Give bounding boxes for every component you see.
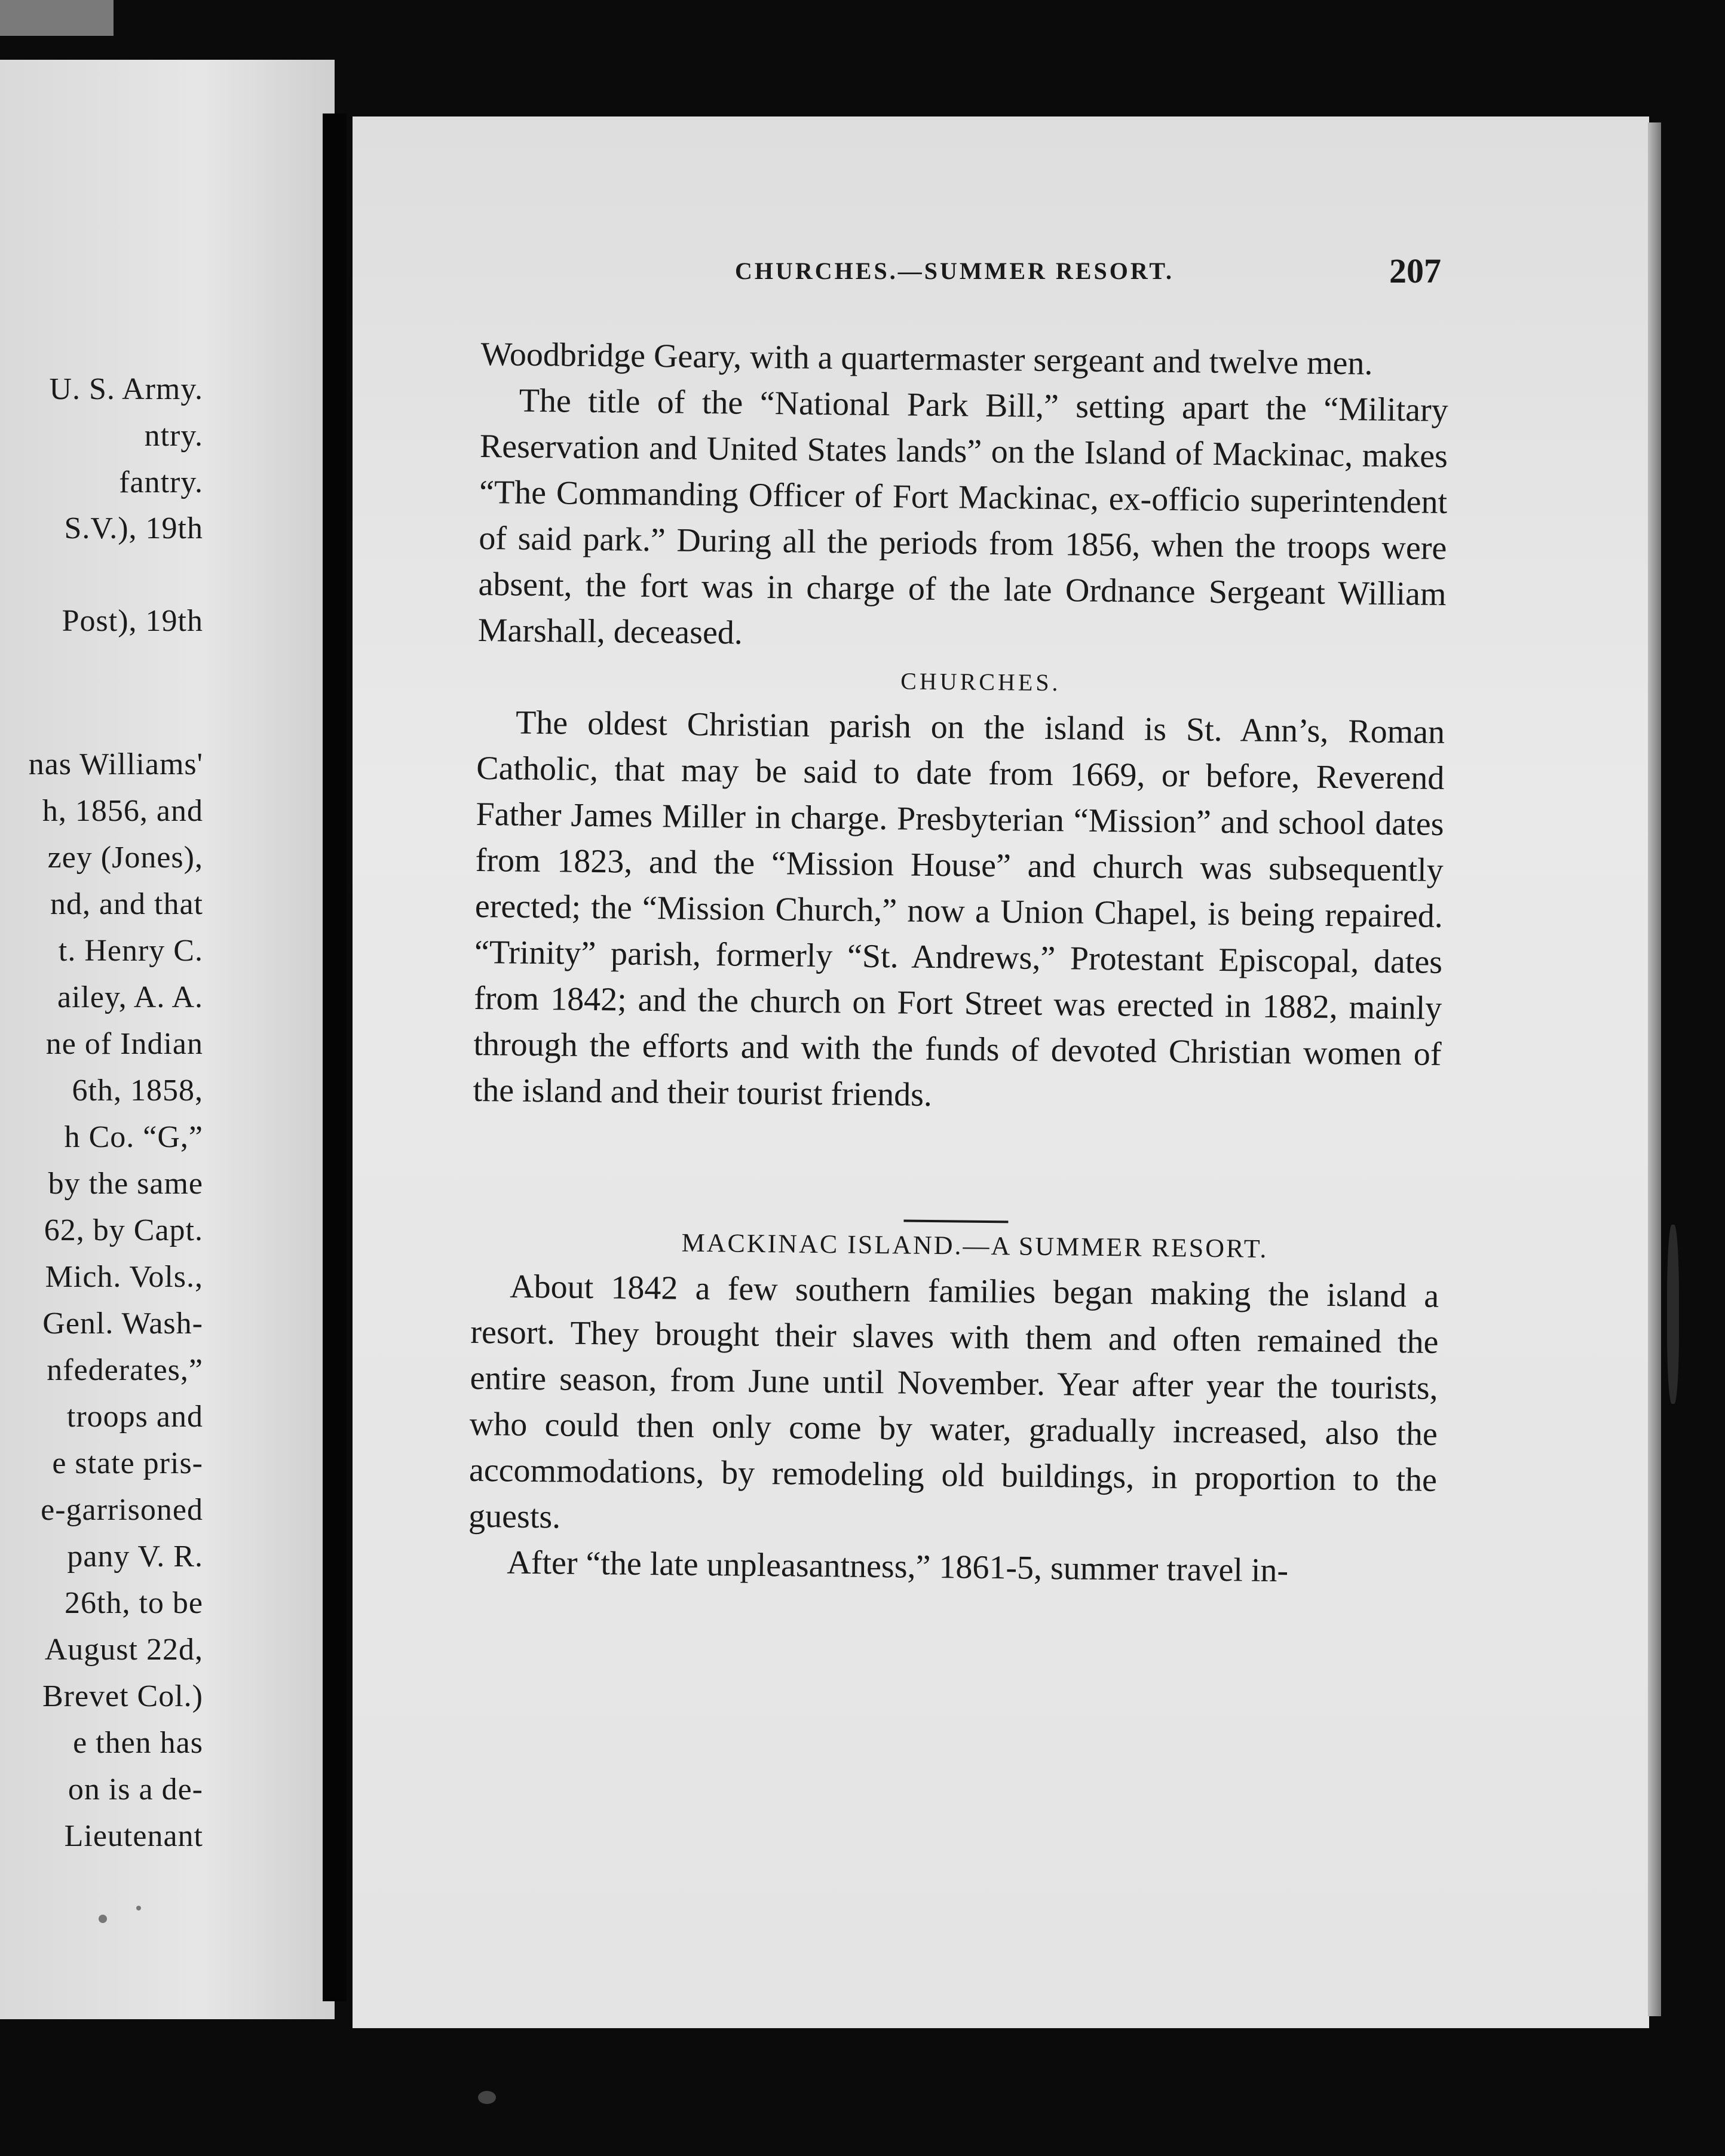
- left-line: e-garrisoned: [41, 1493, 203, 1527]
- left-line: 26th, to be: [65, 1586, 203, 1620]
- paragraph-churches: The oldest Christian parish on the island is St. Ann’s, Roman Catholic, that may be said to date from 1669, or before, Reverend Father James Miller in charge. Presbyterian “Mission” and school dates from 1823, and the “Mission House” and church was subsequently erected; the “Mission Church,” now a Union Chapel, is being repaired. “Trinity” parish, formerly “St. Andrews,” Protestant Episcopal, dates from 1842; and the church on Fort Street was erected in 1882, mainly through the efforts and with the funds of devoted Christian women of the island and their tourist friends.: [473, 704, 1445, 1114]
- left-line: h, 1856, and: [42, 794, 203, 828]
- left-line: by the same: [48, 1167, 203, 1201]
- paragraph-national-park-bill: The title of the “National Park Bill,” setting apart the “Military Reservation and United States lands” on the Island of Mackinac, makes “The Commanding Officer of Fort Mackinac, ex-officio superintendent of said park.” During all the periods from 1856, when the troops were absent, the fort was in charge of the late Ordnance Sergeant William Marshall, deceased.: [477, 382, 1449, 652]
- scan-edge-mark: [1667, 1225, 1679, 1404]
- left-line: troops and: [66, 1400, 203, 1434]
- left-line: Brevet Col.): [42, 1679, 203, 1713]
- left-line: e then has: [73, 1726, 203, 1760]
- paragraph-after-war: After “the late unpleasantness,” 1861-5, summer travel in-: [507, 1544, 1289, 1590]
- right-page: [353, 116, 1649, 2028]
- left-line: on is a de-: [68, 1772, 203, 1807]
- left-line: pany V. R.: [67, 1539, 203, 1574]
- book-binding: [323, 114, 347, 2001]
- section-heading-churches: CHURCHES.: [900, 667, 1061, 697]
- corner-tab: [0, 0, 114, 36]
- left-line: 62, by Capt.: [44, 1213, 203, 1247]
- paragraph-summer-resort: About 1842 a few southern families began making the island a resort. They brought their slaves with them and often remained the entire season, from June until November. Year after year the tourists, who could then only come by water, gradually increased, also the accommodations, by remodeling old buildings, in proportion to the guests.: [468, 1268, 1439, 1536]
- left-line: zey (Jones),: [47, 841, 203, 875]
- left-line: August 22d,: [44, 1633, 203, 1667]
- section-heading-summer-resort: MACKINAC ISLAND.—A SUMMER RESORT.: [681, 1228, 1269, 1263]
- left-line: nas Williams': [28, 747, 203, 781]
- scan-speck: [136, 1906, 141, 1910]
- scan-speck: [99, 1915, 107, 1923]
- left-line: S.V.), 19th: [64, 511, 203, 545]
- left-line: ntry.: [144, 419, 203, 453]
- left-line: t. Henry C.: [58, 934, 203, 968]
- paragraph-continued: Woodbridge Geary, with a quartermaster sergeant and twelve men.: [480, 335, 1373, 382]
- left-line: Genl. Wash-: [42, 1307, 203, 1341]
- left-line: Mich. Vols.,: [45, 1260, 203, 1294]
- left-line: h Co. “G,”: [64, 1120, 203, 1154]
- running-head: CHURCHES.—SUMMER RESORT.: [735, 257, 1175, 284]
- left-line: ailey, A. A.: [57, 980, 203, 1014]
- scan-speck: [478, 2091, 496, 2104]
- left-line: e state pris-: [52, 1446, 203, 1480]
- page-body: [468, 332, 1449, 1596]
- page-number: 207: [1389, 252, 1441, 290]
- left-line: nfederates,”: [47, 1353, 203, 1387]
- left-line: fantry.: [119, 465, 203, 499]
- left-line: 6th, 1858,: [72, 1074, 203, 1108]
- left-line: U. S. Army.: [49, 372, 203, 406]
- left-line: ne of Indian: [45, 1027, 203, 1061]
- left-line: nd, and that: [50, 887, 203, 921]
- left-line: Lieutenant: [64, 1819, 203, 1853]
- left-line: Post), 19th: [62, 604, 203, 638]
